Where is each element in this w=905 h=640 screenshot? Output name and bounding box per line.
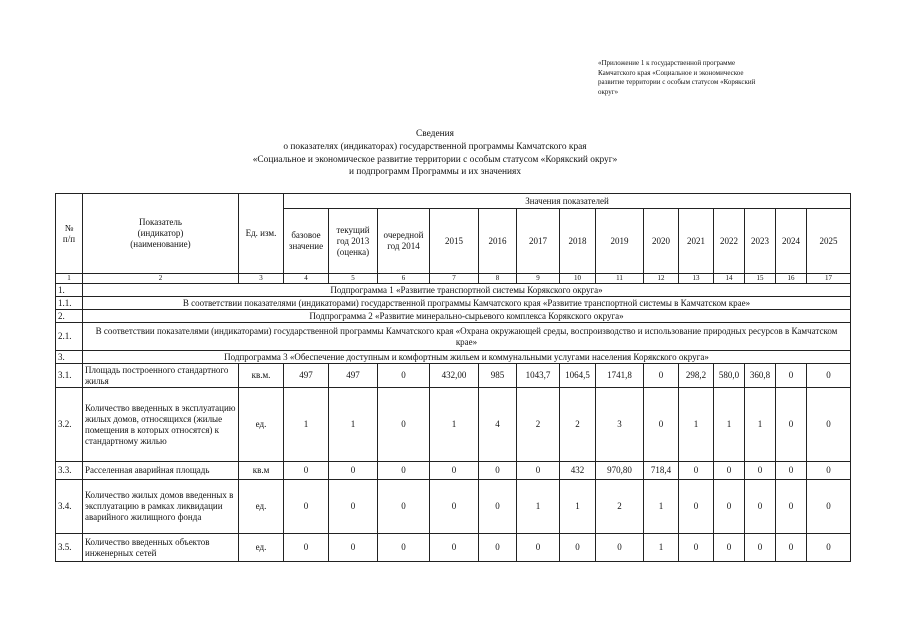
appendix-line: округ» (598, 87, 619, 96)
column-number: 15 (745, 274, 776, 284)
row-value: 3 (596, 388, 644, 462)
header-value-col: 2019 (596, 209, 644, 274)
row-value: 1 (644, 534, 679, 562)
row-value: 4 (479, 388, 517, 462)
row-value: 0 (644, 388, 679, 462)
row-value: 0 (329, 534, 378, 562)
row-value: 0 (714, 534, 745, 562)
subprogram-row: 2.1. В соответствии показателями (индикаторами) государственной программы Камчатского края «Охрана окружающей среды, воспроизводство и использование природных ресурсов в Камчатском крае» (56, 323, 851, 351)
table-row (56, 462, 851, 480)
row-value: 0 (284, 534, 329, 562)
row-value: 1 (745, 388, 776, 462)
subprogram-row: 3. Подпрограмма 3 «Обеспечение доступным и комфортным жильем и коммунальными услугами населения Корякского округа» (56, 351, 851, 364)
column-number: 14 (714, 274, 745, 284)
appendix-note (598, 59, 808, 97)
row-value: 0 (745, 480, 776, 534)
header-value-col: 2017 (517, 209, 560, 274)
column-number: 10 (560, 274, 596, 284)
row-value: 0 (807, 480, 851, 534)
indicators-table (55, 193, 851, 562)
row-value: 0 (714, 480, 745, 534)
header-value-col: 2018 (560, 209, 596, 274)
row-value: 0 (807, 462, 851, 480)
row-number: 3.1. (56, 364, 83, 388)
row-value: 0 (378, 364, 430, 388)
row-value: 580,0 (714, 364, 745, 388)
row-value: 298,2 (679, 364, 714, 388)
row-number: 3.5. (56, 534, 83, 562)
row-value: 0 (679, 480, 714, 534)
row-value: 0 (284, 462, 329, 480)
row-value: 0 (479, 534, 517, 562)
row-value: 0 (378, 480, 430, 534)
appendix-line: «Приложение 1 к государственной программе (598, 59, 736, 67)
row-unit: кв.м (239, 462, 284, 480)
column-number: 12 (644, 274, 679, 284)
row-value: 0 (714, 462, 745, 480)
header-value-col: 2022 (714, 209, 745, 274)
row-value: 1 (517, 480, 560, 534)
header-values: Значения показателей (284, 194, 851, 209)
heading-title: Сведения (416, 129, 454, 139)
column-number: 3 (239, 274, 284, 284)
table-row (56, 364, 851, 388)
row-value: 0 (479, 480, 517, 534)
row-value: 0 (776, 364, 807, 388)
row-value: 0 (329, 480, 378, 534)
row-value: 1741,8 (596, 364, 644, 388)
subprogram-row: 2. Подпрограмма 2 «Развитие минерально-сырьевого комплекса Корякского округа» (56, 310, 851, 323)
row-value: 0 (430, 480, 479, 534)
row-value: 1 (329, 388, 378, 462)
row-number: 3.2. (56, 388, 83, 462)
row-value: 432,00 (430, 364, 479, 388)
row-number: 3.3. (56, 462, 83, 480)
subprogram-row: 1.1. В соответствии показателями (индикаторами) государственной программы Камчатского края «Развитие транспортной системы в Камчатском крае» (56, 297, 851, 310)
header-value-col: очередной год 2014 (378, 209, 430, 274)
row-value: 1 (714, 388, 745, 462)
row-unit: кв.м. (239, 364, 284, 388)
header-number: № п/п (56, 194, 83, 274)
row-value: 0 (807, 534, 851, 562)
row-value: 0 (378, 462, 430, 480)
row-unit: ед. (239, 388, 284, 462)
row-value: 1 (560, 480, 596, 534)
row-value: 0 (644, 364, 679, 388)
row-value: 1 (430, 388, 479, 462)
row-number: 3.4. (56, 480, 83, 534)
row-value: 0 (679, 462, 714, 480)
row-value: 1 (284, 388, 329, 462)
row-value: 497 (284, 364, 329, 388)
row-value: 1 (644, 480, 679, 534)
row-value: 0 (378, 534, 430, 562)
appendix-line: Камчатского края «Социальное и экономическое (598, 68, 744, 77)
row-value: 0 (745, 462, 776, 480)
heading-line: и подпрограмм Программы и их значениях (348, 167, 522, 178)
row-indicator: Количество введенных в эксплуатацию жилых домов, относящихся (жилые помещения в которых относятся) к стандартному жилью (83, 388, 239, 462)
column-number: 16 (776, 274, 807, 284)
column-number: 17 (807, 274, 851, 284)
row-indicator: Площадь построенного стандартного жилья (83, 364, 239, 388)
row-value: 1043,7 (517, 364, 560, 388)
row-value: 1 (679, 388, 714, 462)
row-value: 0 (776, 480, 807, 534)
heading-line: «Социальное и экономическое развитие территории с особым статусом «Корякский округ» (252, 154, 618, 165)
row-indicator: Количество введенных объектов инженерных сетей (83, 534, 239, 562)
row-value: 0 (479, 462, 517, 480)
row-unit: ед. (239, 534, 284, 562)
column-number: 1 (56, 274, 83, 284)
header-unit: Ед. изм. (239, 194, 284, 274)
row-value: 2 (596, 480, 644, 534)
column-number: 11 (596, 274, 644, 284)
column-number: 13 (679, 274, 714, 284)
column-number: 6 (378, 274, 430, 284)
header-value-col: 2016 (479, 209, 517, 274)
row-value: 432 (560, 462, 596, 480)
row-value: 0 (596, 534, 644, 562)
row-value: 0 (284, 480, 329, 534)
row-value: 0 (745, 534, 776, 562)
row-value: 985 (479, 364, 517, 388)
row-value: 0 (560, 534, 596, 562)
header-value-col: базовое значение (284, 209, 329, 274)
header-value-col: 2021 (679, 209, 714, 274)
row-value: 0 (776, 388, 807, 462)
row-indicator: Количество жилых домов введенных в эксплуатацию в рамках ликвидации аварийного жилищного фонда (83, 480, 239, 534)
table-row (56, 534, 851, 562)
row-value: 718,4 (644, 462, 679, 480)
appendix-line: развитие территории с особым статусом «Корякский (598, 78, 756, 87)
row-value: 0 (430, 534, 479, 562)
header-value-col: текущий год 2013 (оценка) (329, 209, 378, 274)
row-value: 0 (517, 462, 560, 480)
column-number: 4 (284, 274, 329, 284)
column-number: 2 (83, 274, 239, 284)
row-value: 0 (517, 534, 560, 562)
row-value: 2 (517, 388, 560, 462)
header-value-col: 2024 (776, 209, 807, 274)
row-value: 0 (329, 462, 378, 480)
row-value: 0 (679, 534, 714, 562)
row-value: 0 (776, 534, 807, 562)
header-value-col: 2020 (644, 209, 679, 274)
column-number: 5 (329, 274, 378, 284)
heading-line: о показателях (индикаторах) государственной программы Камчатского края (283, 141, 587, 152)
row-value: 970,80 (596, 462, 644, 480)
row-value: 0 (807, 364, 851, 388)
row-value: 0 (776, 462, 807, 480)
row-value: 0 (378, 388, 430, 462)
table-row (56, 388, 851, 462)
row-unit: ед. (239, 480, 284, 534)
column-number: 7 (430, 274, 479, 284)
subprogram-row: 1. Подпрограмма 1 «Развитие транспортной системы Корякского округа» (56, 284, 851, 297)
row-value: 2 (560, 388, 596, 462)
header-value-col: 2015 (430, 209, 479, 274)
header-value-col: 2025 (807, 209, 851, 274)
row-indicator: Расселенная аварийная площадь (83, 462, 239, 480)
row-value: 0 (430, 462, 479, 480)
row-value: 497 (329, 364, 378, 388)
table-row (56, 480, 851, 534)
header-indicator: Показатель (индикатор) (наименование) (83, 194, 239, 274)
row-value: 360,8 (745, 364, 776, 388)
row-value: 1064,5 (560, 364, 596, 388)
column-number: 8 (479, 274, 517, 284)
column-number: 9 (517, 274, 560, 284)
header-value-col: 2023 (745, 209, 776, 274)
row-value: 0 (807, 388, 851, 462)
document-heading (150, 128, 720, 179)
